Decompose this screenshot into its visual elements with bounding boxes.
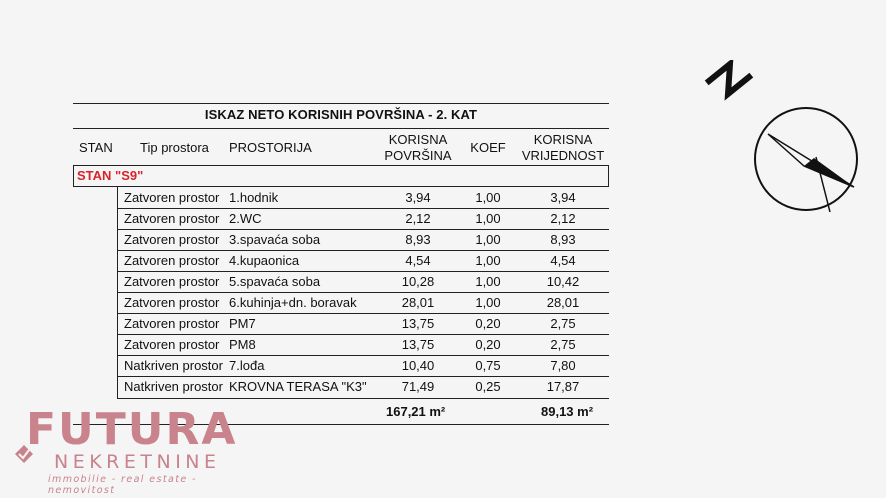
cell-koef: 0,25 [475,379,501,394]
cell-tip: Zatvoren prostor [124,253,220,268]
cell-vrijednost: 2,12 [550,211,576,226]
stan-label: STAN "S9" [77,168,144,183]
header-stan: STAN [79,140,113,155]
cell-tip: Zatvoren prostor [124,211,220,226]
table-row [73,292,609,313]
table-top-rule [73,103,609,104]
cell-prostorija: 2.WC [229,211,262,226]
cell-prostorija: 6.kuhinja+dn. boravak [229,295,357,310]
cell-prostorija: 7.lođa [229,358,265,373]
cell-povrsina: 10,40 [401,358,435,373]
logo-diamond-icon [14,444,34,464]
compass-needle-dark [804,158,854,187]
table-title: ISKAZ NETO KORISNIH POVRŠINA - 2. KAT [204,107,478,122]
table-row [73,271,609,292]
cell-tip: Natkriven prostor [124,358,223,373]
table-title-rule [73,128,609,129]
cell-koef: 1,00 [475,190,501,205]
header-povrsina-line2: POVRŠINA [384,148,452,163]
cell-vrijednost: 8,93 [550,232,576,247]
cell-povrsina: 8,93 [405,232,431,247]
cell-povrsina: 10,28 [401,274,435,289]
cell-vrijednost: 10,42 [546,274,580,289]
cell-koef: 1,00 [475,295,501,310]
table-row [73,229,609,250]
cell-tip: Zatvoren prostor [124,190,220,205]
table-row [73,187,609,208]
cell-tip: Zatvoren prostor [124,232,220,247]
cell-vrijednost: 2,75 [550,316,576,331]
cell-povrsina: 4,54 [405,253,431,268]
cell-vrijednost: 17,87 [546,379,580,394]
cell-prostorija: PM7 [229,316,256,331]
table-row [73,376,609,397]
header-vrijednost [520,132,606,164]
total-top-rule [117,398,609,399]
cell-vrijednost: 4,54 [550,253,576,268]
cell-povrsina: 3,94 [405,190,431,205]
cell-koef: 1,00 [475,274,501,289]
cell-koef: 1,00 [475,232,501,247]
header-koef: KOEF [470,140,506,155]
cell-povrsina: 13,75 [401,316,435,331]
cell-vrijednost: 7,80 [550,358,576,373]
cell-koef: 0,20 [475,337,501,352]
cell-tip: Zatvoren prostor [124,295,220,310]
cell-prostorija: KROVNA TERASA "K3" [229,379,367,394]
cell-vrijednost: 28,01 [546,295,580,310]
cell-tip: Natkriven prostor [124,379,223,394]
cell-koef: 1,00 [475,253,501,268]
header-vrijednost-line2: VRIJEDNOST [521,148,605,163]
futura-logo [14,404,264,494]
table-row [73,208,609,229]
table-row [73,250,609,271]
north-arrow-icon [700,60,870,230]
logo-tagline: immobilie - real estate - nemovitost [48,474,197,496]
cell-koef: 0,20 [475,316,501,331]
cell-vrijednost: 2,75 [550,337,576,352]
header-prostorija: PROSTORIJA [229,140,312,155]
cell-koef: 1,00 [475,211,501,226]
table-row [73,313,609,334]
cell-prostorija: 5.spavaća soba [229,274,321,289]
logo-main-text: FUTURA [26,404,238,455]
cell-vrijednost: 3,94 [550,190,576,205]
cell-prostorija: PM8 [229,337,256,352]
logo-sub-text: NEKRETNINE [54,451,221,473]
header-vrijednost-line1: KORISNA [533,132,593,147]
header-povrsina-line1: KORISNA [388,132,448,147]
cell-koef: 0,75 [475,358,501,373]
stan-row [73,165,609,187]
header-povrsina [373,132,463,164]
header-tip: Tip prostora [140,140,209,155]
table-row [73,334,609,355]
cell-tip: Zatvoren prostor [124,337,220,352]
cell-povrsina: 71,49 [401,379,435,394]
cell-tip: Zatvoren prostor [124,274,220,289]
cell-prostorija: 3.spavaća soba [229,232,321,247]
cell-prostorija: 1.hodnik [229,190,279,205]
cell-prostorija: 4.kupaonica [229,253,300,268]
cell-povrsina: 13,75 [401,337,435,352]
total-povrsina: 167,21 m² [386,404,446,419]
cell-povrsina: 28,01 [401,295,435,310]
cell-povrsina: 2,12 [405,211,431,226]
total-vrijednost: 89,13 m² [541,404,594,419]
table-row [73,355,609,376]
north-letter-icon [709,64,749,94]
cell-tip: Zatvoren prostor [124,316,220,331]
